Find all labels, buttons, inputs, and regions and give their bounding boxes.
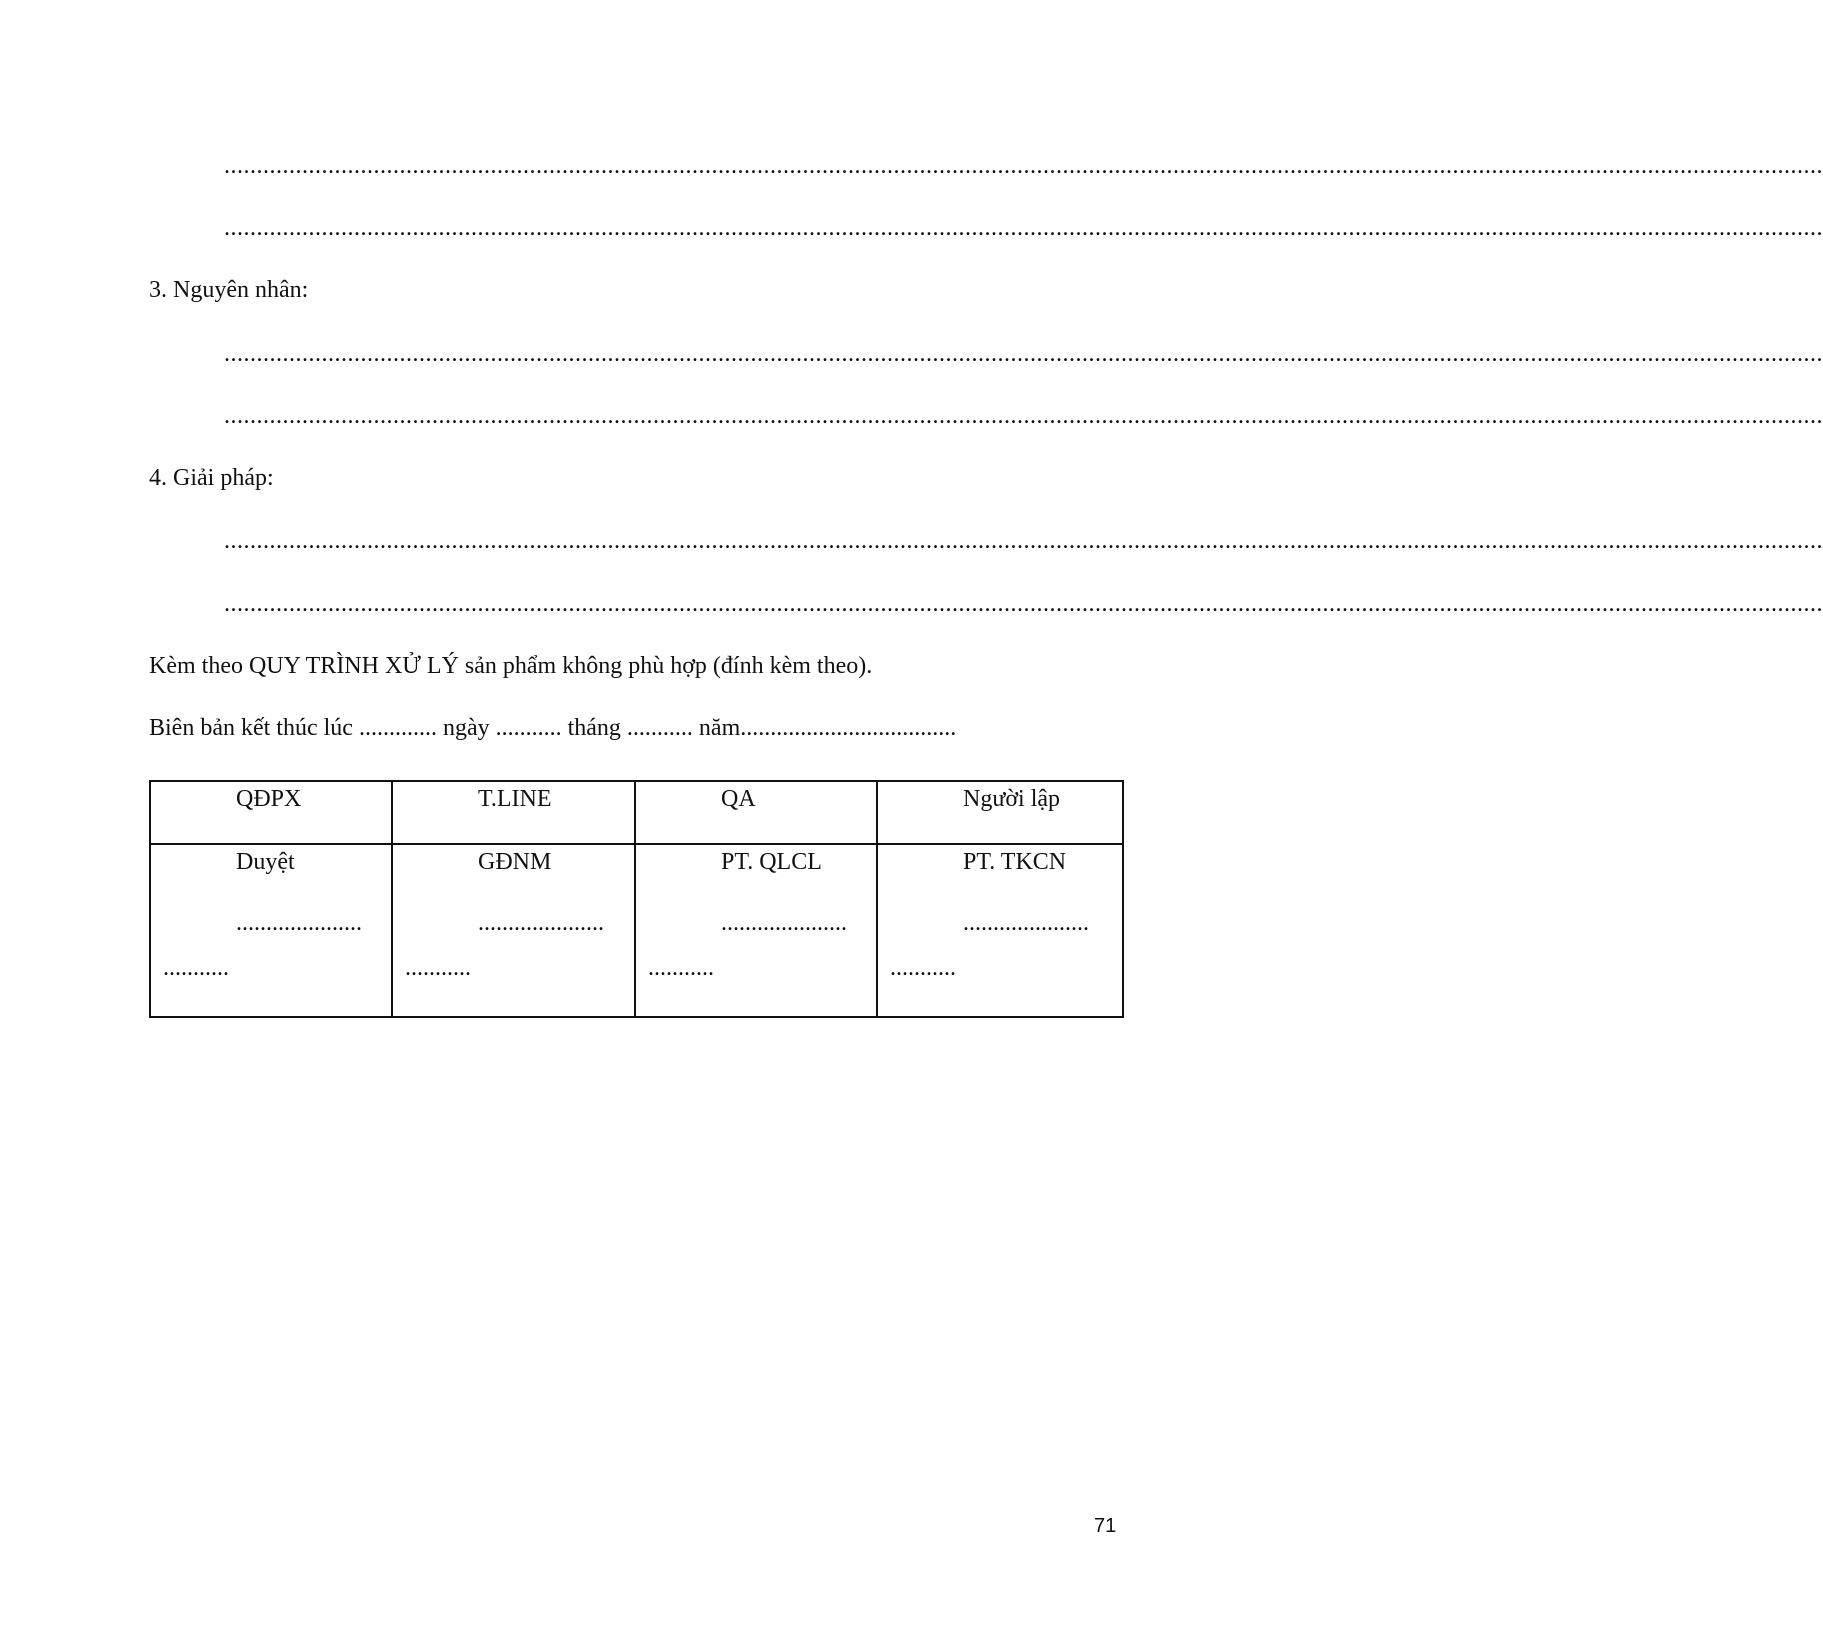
signature-table — [149, 780, 1124, 1018]
cause-heading: 3. Nguyên nhân: — [149, 277, 309, 303]
role-label: Duyệt — [236, 849, 295, 875]
header-label: Người lập — [963, 786, 1061, 812]
header-label: QĐPX — [236, 786, 302, 812]
header-cell-tline — [392, 781, 635, 844]
role-cell-pt-qlcl — [635, 844, 877, 1017]
dotted-line-5: ...................................................................................................................................................................................................................................................... — [224, 528, 1823, 554]
dotted-line-3: ...................................................................................................................................................................................................................................................... — [224, 341, 1823, 367]
signature-dots: ..................... — [236, 910, 362, 936]
attachment-note: Kèm theo QUY TRÌNH XỬ LÝ sản phẩm không phù hợp (đính kèm theo). — [149, 653, 873, 679]
dotted-line-6: ...................................................................................................................................................................................................................................................... — [224, 591, 1823, 617]
header-cell-qa — [635, 781, 877, 844]
page-number: 71 — [1094, 1515, 1117, 1537]
signature-dots: ........... — [648, 955, 714, 981]
dotted-line-4: ...................................................................................................................................................................................................................................................... — [224, 403, 1823, 429]
closing-line: Biên bản kết thúc lúc ............. ngày ........... tháng ........... năm.................................... — [149, 715, 957, 741]
header-cell-nguoi-lap — [877, 781, 1123, 844]
signature-dots: ........... — [405, 955, 471, 981]
signature-dots: ........... — [163, 955, 229, 981]
signature-dots: ..................... — [963, 910, 1089, 936]
signature-header-row — [150, 781, 1123, 844]
dotted-line-1: ...................................................................................................................................................................................................................................................... — [224, 153, 1823, 179]
signature-role-row — [150, 844, 1123, 1017]
role-cell-pt-tkcn — [877, 844, 1123, 1017]
solution-heading: 4. Giải pháp: — [149, 465, 274, 491]
dotted-line-2: ...................................................................................................................................................................................................................................................... — [224, 215, 1823, 241]
header-label: T.LINE — [478, 786, 552, 812]
role-cell-duyet — [150, 844, 392, 1017]
header-label: QA — [721, 786, 756, 812]
role-label: PT. TKCN — [963, 849, 1067, 875]
signature-dots: ..................... — [721, 910, 847, 936]
signature-dots: ..................... — [478, 910, 604, 936]
header-cell-qdpx — [150, 781, 392, 844]
role-cell-gdnm — [392, 844, 635, 1017]
signature-dots: ........... — [890, 955, 956, 981]
role-label: PT. QLCL — [721, 849, 822, 875]
role-label: GĐNM — [478, 849, 552, 875]
